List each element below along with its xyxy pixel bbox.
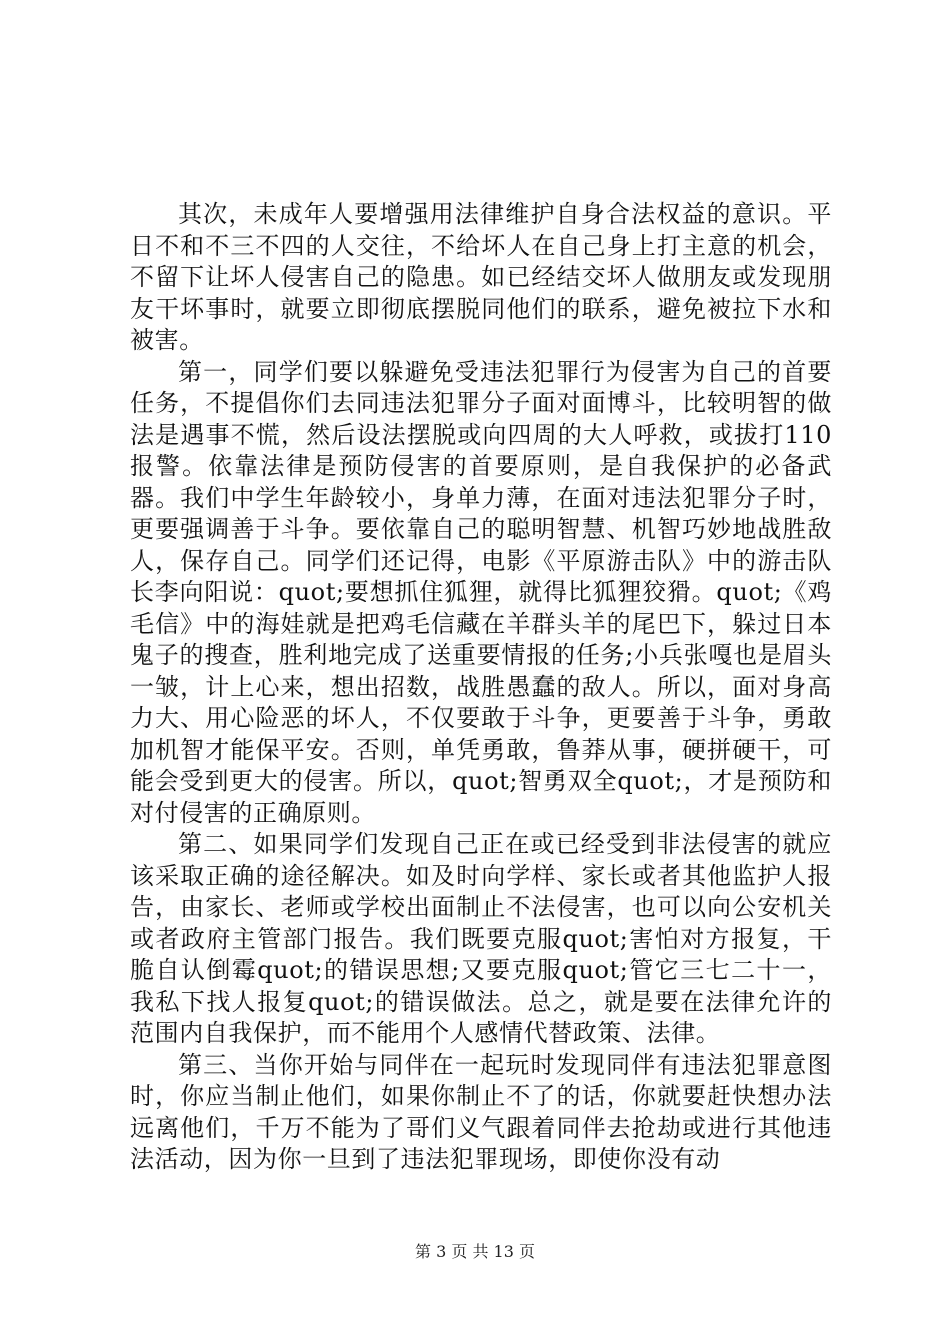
document-body <box>130 199 832 1176</box>
paragraph-third-point: 第三、当你开始与同伴在一起玩时发现同伴有违法犯罪意图时，你应当制止他们，如果你制止不了的话，你就要赶快想办法远离他们，千万不能为了哥们义气跟着同伴去抢劫或进行其他违法活动，因为你一旦到了违法犯罪现场，即使你没有动 <box>130 1050 832 1173</box>
paragraph-second-point: 第二、如果同学们发现自己正在或已经受到非法侵害的就应该采取正确的途径解决。如及时向学样、家长或者其他监护人报告，由家长、老师或学校出面制止不法侵害，也可以向公安机关或者政府主管部门报告。我们既要克服quot;害怕对方报复，干脆自认倒霉quot;的错误思想;又要克服quot;管它三七二十一，我私下找人报复quot;的错误做法。总之，就是要在法律允许的范围内自我保护，而不能用个人感情代替政策、法律。 <box>130 830 832 1047</box>
page-footer: 第 3 页 共 13 页 <box>415 1242 535 1261</box>
paragraph-first-point: 第一，同学们要以躲避免受违法犯罪行为侵害为自己的首要任务，不提倡你们去同违法犯罪分子面对面博斗，比较明智的做法是遇事不慌，然后设法摆脱或向四周的大人呼救，或拔打110报警。依靠法律是预防侵害的首要原则，是自我保护的必备武器。我们中学生年龄较小，身单力薄，在面对违法犯罪分子时，更要强调善于斗争。要依靠自己的聪明智慧、机智巧妙地战胜敌人，保存自己。同学们还记得，电影《平原游击队》中的游击队长李向阳说：quot;要想抓住狐狸，就得比狐狸狡猾。quot;《鸡毛信》中的海娃就是把鸡毛信藏在羊群头羊的尾巴下，躲过日本鬼子的搜查，胜利地完成了送重要情报的任务;小兵张嘎也是眉头一皱，计上心来，想出招数，战胜愚蠢的敌人。所以，面对身高力大、用心险恶的坏人，不仅要敢于斗争，更要善于斗争，勇敢加机智才能保平安。否则，单凭勇敢，鲁莽从事，硬拼硬干，可能会受到更大的侵害。所以，quot;智勇双全quot;，才是预防和对付侵害的正确原则。 <box>130 357 832 827</box>
paragraph-intro: 其次，未成年人要增强用法律维护自身合法权益的意识。平日不和不三不四的人交往，不给坏人在自己身上打主意的机会，不留下让坏人侵害自己的隐患。如已经结交坏人做朋友或发现朋友干坏事时，就要立即彻底摆脱同他们的联系，避免被拉下水和被害。 <box>130 200 832 354</box>
